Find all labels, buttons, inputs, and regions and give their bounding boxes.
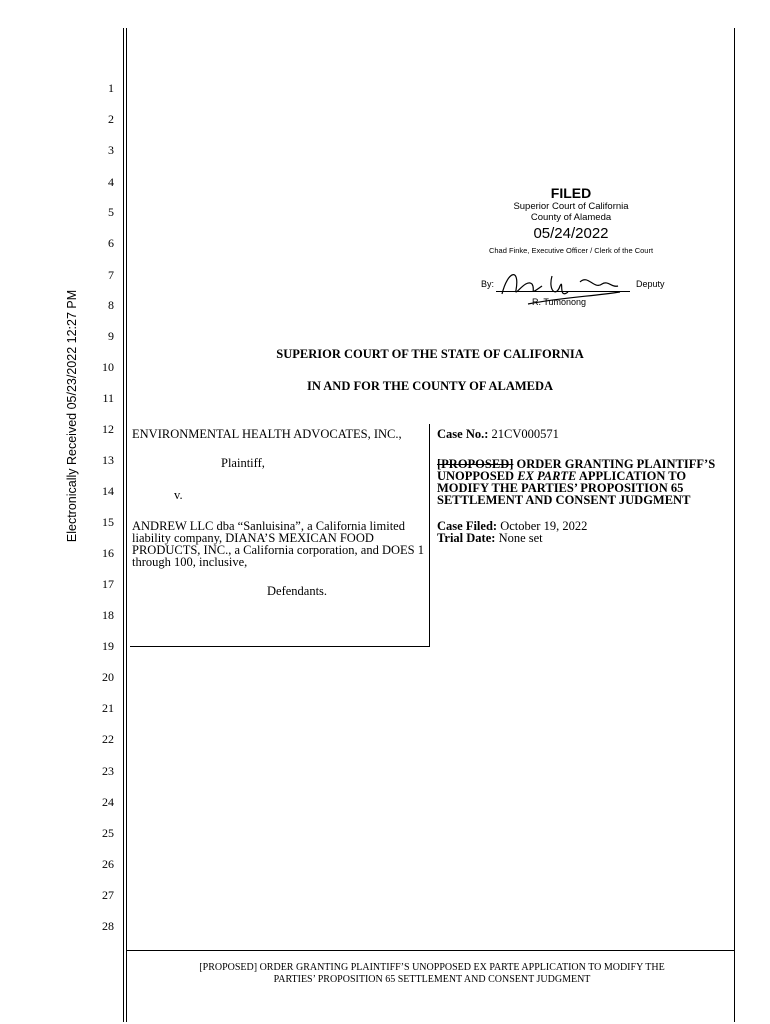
line-number: 19 [102,639,114,653]
case-number-label: Case No.: [437,427,489,441]
line-number: 28 [102,919,114,933]
footer-line2: PARTIES’ PROPOSITION 65 SETTLEMENT AND CONSENT JUDGMENT [273,974,591,985]
left-margin-rule-inner [126,28,127,1022]
filed-deputy-name: R. Tumonong [532,297,587,307]
case-filed-value: October 19, 2022 [500,519,588,533]
filed-county: County of Alameda [530,212,612,223]
electronic-receipt-stamp: Electronically Received 05/23/2022 12:27 PM [65,289,79,543]
line-number: 6 [108,236,114,250]
line-number: 13 [102,453,114,467]
trial-date [437,532,729,544]
court-name: SUPERIOR COURT OF THE STATE OF CALIFORNIA [276,347,584,361]
plaintiff-label: Plaintiff, [221,456,265,470]
line-number: 9 [108,329,114,343]
line-number: 23 [102,764,114,778]
line-number: 1 [108,81,114,95]
line-number: 5 [108,205,114,219]
line-number: 16 [102,546,114,560]
caption-right [437,428,729,544]
line-number: 26 [102,857,114,871]
trial-date-value: None set [498,531,543,545]
line-number: 7 [108,268,114,282]
defendants-text: ANDREW LLC dba “Sanluisina”, a California limited liability company, DIANA’S MEXICAN FOOD PRODUCTS, INC., a California corporation, and DOES 1 through 100, inclusive, [132,519,424,569]
line-number: 25 [102,826,114,840]
line-number: 2 [108,112,114,126]
caption-left [132,428,424,597]
line-number: 21 [102,701,114,715]
filed-officer: Chad Finke, Executive Officer / Clerk of the Court [488,246,654,255]
line-number: 12 [102,422,114,436]
document-title-italic: EX PARTE [517,469,577,483]
case-number-value: 21CV000571 [491,427,559,441]
line-number: 10 [102,360,114,374]
left-margin-rule [123,28,124,1022]
filed-stamp [440,185,702,257]
case-filed-label: Case Filed: [437,519,498,533]
line-number: 18 [102,608,114,622]
versus: v. [174,488,183,502]
proposed-strikethrough: [PROPOSED] [437,457,514,471]
footer-rule [126,950,735,951]
defendants-label: Defendants. [267,584,328,598]
right-margin-rule [734,28,735,1022]
footer [130,962,734,986]
document-title [437,458,729,506]
filed-court: Superior Court of California [513,201,629,212]
filed-title: FILED [550,185,592,201]
line-number: 20 [102,670,114,684]
document-title-part1: ORDER GRANTING PLAINTIFF’S UNOPPOSED [437,457,716,483]
trial-date-label: Trial Date: [437,531,496,545]
filed-deputy-label: Deputy [636,279,665,289]
caption-bottom-rule [130,646,430,647]
line-number: 14 [102,484,114,498]
court-county: IN AND FOR THE COUNTY OF ALAMEDA [306,379,554,393]
line-number: 8 [108,298,114,312]
document-title-part2: APPLICATION TO MODIFY THE PARTIES’ PROPOSITION 65 SETTLEMENT AND CONSENT JUDGMENT [437,469,691,507]
footer-line1: [PROPOSED] ORDER GRANTING PLAINTIFF’S UNOPPOSED EX PARTE APPLICATION TO MODIFY THE [199,962,665,973]
filed-by-label: By: [481,279,495,289]
filed-date: 05/24/2022 [533,225,609,242]
line-number: 3 [108,143,114,157]
line-number: 27 [102,888,114,902]
line-number: 4 [108,175,114,189]
case-number [437,428,729,440]
line-number: 11 [102,391,114,405]
line-number: 24 [102,795,114,809]
line-number: 15 [102,515,114,529]
line-number: 22 [102,732,114,746]
caption-divider [429,424,430,646]
line-number: 17 [102,577,114,591]
plaintiff-name: ENVIRONMENTAL HEALTH ADVOCATES, INC., [132,427,402,441]
